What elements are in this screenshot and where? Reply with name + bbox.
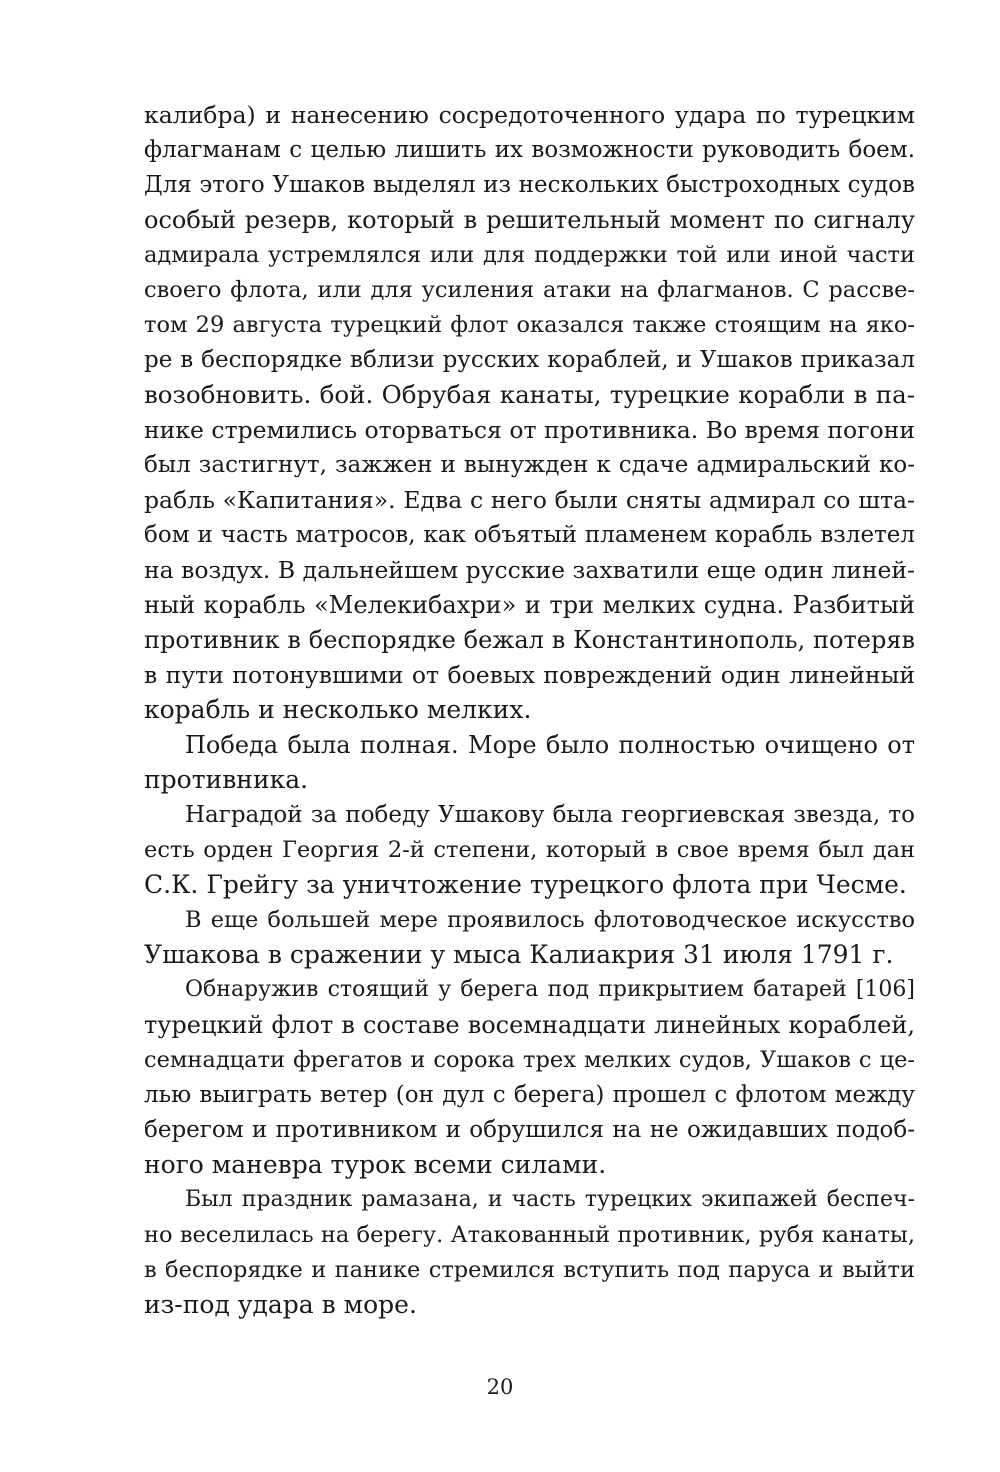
text-line: в беспорядке и панике стремился вступить под паруса и выйти xyxy=(144,1257,915,1283)
text-line: В еще большей мере проявилось флотоводческое искусство xyxy=(185,907,915,933)
text-line: Ушакова в сражении у мыса Калиакрия 31 июля 1791 г. xyxy=(144,940,894,969)
text-line: был застигнут, зажжен и вынужден к сдаче адмиральский ко- xyxy=(144,452,915,478)
text-line: ный корабль «Мелекибахри» и три мелких судна. Разбитый xyxy=(144,591,915,619)
page-number: 20 xyxy=(486,1375,514,1399)
text-line: ного маневра турок всеми силами. xyxy=(144,1150,607,1179)
text-line: Для этого Ушаков выделял из нескольких быстроходных судов xyxy=(144,172,915,198)
text-line: Был праздник рамазана, и часть турецких экипажей беспеч- xyxy=(185,1187,915,1212)
text-line: из-под удара в море. xyxy=(144,1290,417,1319)
text-line: возобновить. бой. Обрубая канаты, турецкие корабли в па- xyxy=(144,380,915,409)
text-line: ре в беспорядке вблизи русских кораблей, и Ушаков приказал xyxy=(144,347,915,373)
text-line: нике стремились оторваться от противника. Во время погони xyxy=(144,416,915,444)
text-line: лью выиграть ветер (он дул с берега) прошел с флотом между xyxy=(144,1082,915,1108)
text-line: есть орден Георгия 2-й степени, который в свое время был дан xyxy=(144,837,915,863)
text-line: Победа была полная. Море было полностью очищено от xyxy=(185,731,915,759)
text-line: бом и часть матросов, как объятый пламенем корабль взлетел xyxy=(144,522,915,548)
text-line: адмирала устремлялся или для поддержки той или иной части xyxy=(144,242,915,268)
text-line: флагманам с целью лишить их возможности руководить боем. xyxy=(144,137,915,163)
text-line: особый резерв, который в решительный момент по сигналу xyxy=(144,206,915,234)
text-line: Наградой за победу Ушакову была георгиевская звезда, то xyxy=(185,802,915,828)
text-line: своего флота, или для усиления атаки на флагманов. С рассве- xyxy=(144,277,915,303)
text-line: на воздух. В дальнейшем русские захватили еще один линей- xyxy=(144,556,915,584)
text-line: семнадцати фрегатов и сорока трех мелких судов, Ушаков с це- xyxy=(144,1047,915,1073)
text-line: рабль «Капитания». Едва с него были сняты адмирал со шта- xyxy=(144,486,915,514)
text-line: турецкий флот в составе восемнадцати линейных кораблей, xyxy=(144,1011,915,1039)
text-line: берегом и противником и обрушился на не ожидавших подоб- xyxy=(144,1117,915,1143)
text-line: противника. xyxy=(144,765,309,794)
text-line: корабль и несколько мелких. xyxy=(144,695,532,724)
text-line: калибра) и нанесению сосредоточенного удара по турецким xyxy=(144,101,915,129)
text-line: Обнаружив стоящий у берега под прикрытием батарей [106] xyxy=(185,977,915,1002)
text-line: противник в беспорядке бежал в Константинополь, потеряв xyxy=(144,626,915,654)
text-line: в пути потонувшими от боевых повреждений один линейный xyxy=(144,661,915,689)
text-line: С.К. Грейгу за уничтожение турецкого флота при Чесме. xyxy=(144,870,907,899)
text-line: но веселилась на берегу. Атакованный противник, рубя канаты, xyxy=(144,1222,915,1248)
text-line: том 29 августа турецкий флот оказался также стоящим на яко- xyxy=(144,312,915,338)
